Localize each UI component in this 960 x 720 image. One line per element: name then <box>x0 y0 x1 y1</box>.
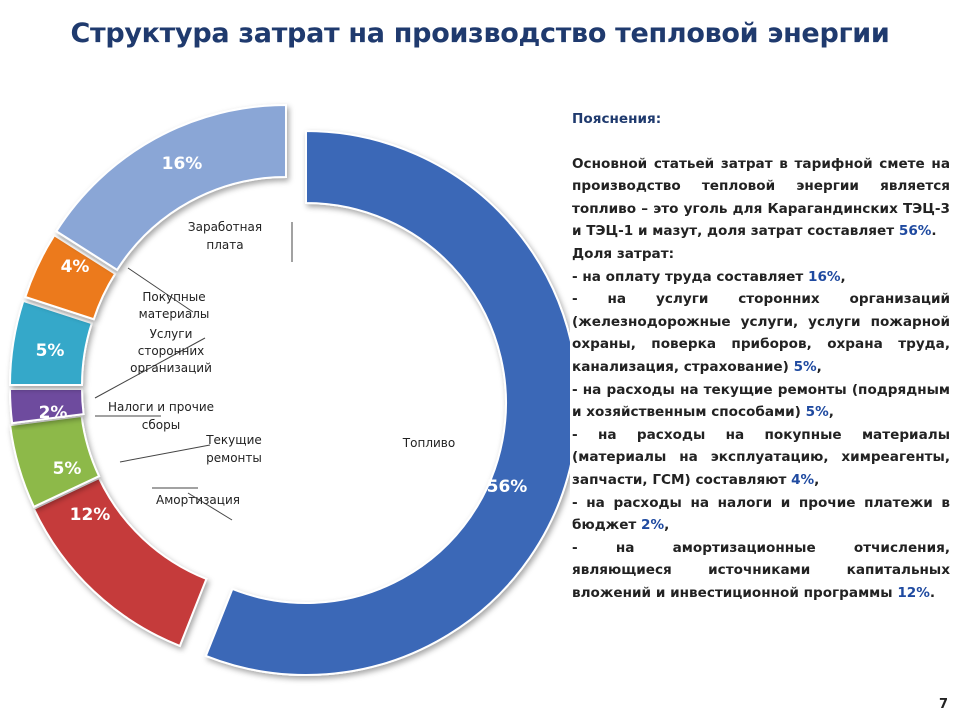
explanations-list <box>572 153 950 605</box>
explanation-punct: . <box>929 584 936 601</box>
explanation-line <box>572 424 950 492</box>
explanation-percent: 4% <box>791 471 815 488</box>
value-label-amort: 12% <box>69 505 111 525</box>
explanation-punct: , <box>828 404 834 421</box>
explanations-heading: Пояснения: <box>572 111 662 127</box>
chart-slices <box>10 105 570 675</box>
explanation-percent: 16% <box>808 268 841 285</box>
inner-label-services-1: сторонних <box>137 344 205 358</box>
slide-title: Структура затрат на производство тепловой энергии <box>70 18 890 49</box>
inner-label-amort: Амортизация <box>156 493 240 507</box>
explanation-percent: 2% <box>641 517 665 534</box>
chart-inner-labels <box>108 220 455 507</box>
explanation-text: - на амортизационные отчисления, являющиеся источниками капитальных вложений и инвестиционной программы <box>572 539 950 601</box>
inner-label-services-2: организаций <box>130 361 212 375</box>
explanation-percent: 56% <box>898 223 932 240</box>
explanation-punct: , <box>840 268 846 285</box>
inner-label-materials: Покупные <box>142 290 206 304</box>
explanation-text: - на услуги сторонних организаций (железнодорожные услуги, услуги пожарной охраны, поверка приборов, охрана труда, канализация, страхование) <box>572 291 950 375</box>
inner-label-repairs: Текущие <box>206 433 262 447</box>
inner-label-salary-1: плата <box>206 238 244 252</box>
value-label-services: 5% <box>35 341 65 361</box>
inner-label-taxes: Налоги и прочие <box>108 400 214 414</box>
donut-chart <box>0 90 570 690</box>
explanation-line <box>572 153 950 243</box>
value-label-taxes: 2% <box>38 403 68 423</box>
inner-label-services: Услуги <box>149 327 193 341</box>
explanation-punct: , <box>816 358 822 375</box>
inner-label-salary: Заработная <box>187 220 263 234</box>
page-number: 7 <box>938 697 948 712</box>
explanation-text: Основной статьей затрат в тарифной смете на производство тепловой энергии является топливо – это уголь для Карагандинских ТЭЦ-3 и ТЭЦ-1 и мазут, доля затрат составляет <box>572 155 950 240</box>
explanation-line <box>572 537 950 605</box>
slice-salary <box>56 105 286 270</box>
explanation-percent: 12% <box>897 584 930 601</box>
slice-fuel <box>206 131 570 675</box>
inner-label-repairs-1: ремонты <box>206 451 262 465</box>
explanation-punct: , <box>664 517 670 534</box>
inner-label-taxes-1: сборы <box>141 418 181 432</box>
inner-label-materials-1: материалы <box>138 307 210 321</box>
explanation-text: - на расходы на налоги и прочие платежи в бюджет <box>572 494 950 534</box>
value-label-salary: 16% <box>161 154 203 174</box>
explanation-percent: 5% <box>805 404 829 421</box>
explanation-punct: , <box>814 471 820 488</box>
explanation-punct: . <box>931 223 937 240</box>
explanation-text: - на расходы на текущие ремонты (подрядным и хозяйственным способами) <box>572 381 950 421</box>
explanation-line <box>572 492 950 537</box>
explanation-text: Доля затрат: <box>572 245 675 262</box>
explanation-line <box>572 243 950 266</box>
value-label-materials: 4% <box>60 257 90 277</box>
explanation-line <box>572 379 950 424</box>
explanation-line <box>572 288 950 378</box>
explanation-percent: 5% <box>793 358 817 375</box>
leader-line <box>120 445 210 462</box>
value-label-fuel: 56% <box>486 477 528 497</box>
inner-label-fuel: Топливо <box>402 436 456 450</box>
explanations-panel <box>572 108 950 604</box>
value-label-repairs: 5% <box>52 459 82 479</box>
explanation-text: - на оплату труда составляет <box>572 268 808 285</box>
explanation-text: - на расходы на покупные материалы (материалы на эксплуатацию, химреагенты, запчасти, ГСМ) составляют <box>572 426 950 488</box>
explanation-line <box>572 266 950 289</box>
